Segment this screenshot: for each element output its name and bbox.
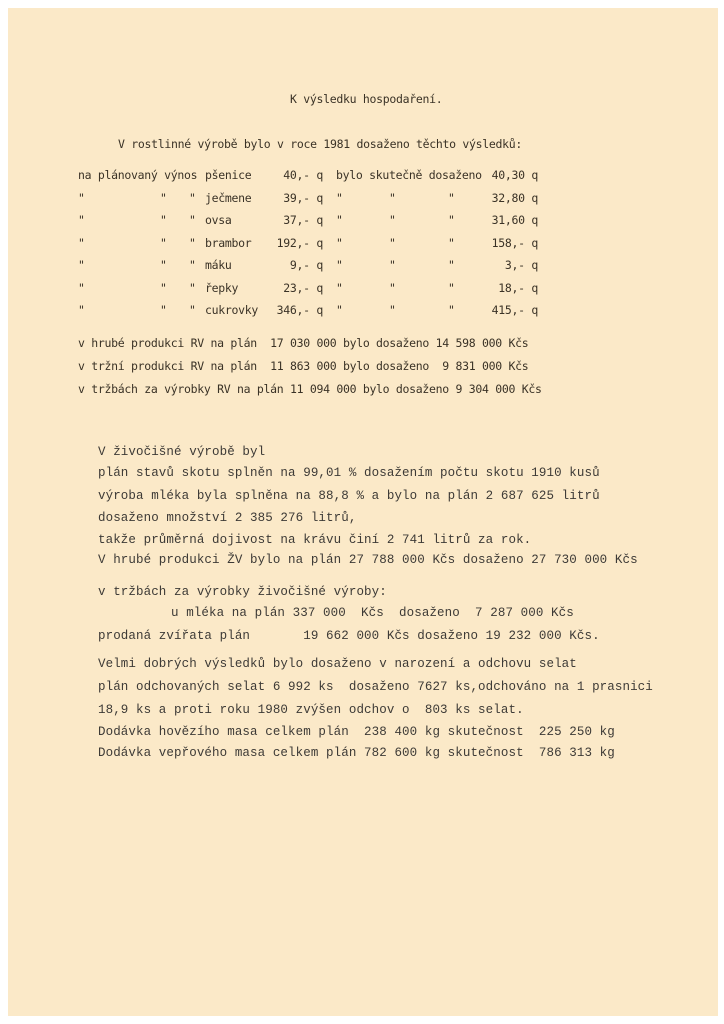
planned-yield: 9,- q [289, 258, 323, 272]
ditto-mark: " [336, 280, 343, 295]
ditto-mark: " [189, 258, 196, 272]
ditto-mark: " [448, 235, 455, 250]
ditto-mark: " [389, 280, 396, 295]
actual-yield: 31,60 q [491, 213, 538, 227]
crop-name: cukrovky [205, 303, 258, 317]
ditto-mark: " [336, 213, 343, 227]
animal-line: 18,9 ks a proti roku 1980 zvýšen odchov o 803 ks selat. [98, 703, 524, 717]
crop-name: máku [205, 258, 232, 272]
ditto-mark: " [189, 235, 196, 250]
animal-line: výroba mléka byla splněna na 88,8 % a bylo na plán 2 687 625 litrů [98, 489, 600, 503]
actual-yield: 415,- q [491, 303, 538, 317]
animal-line: V živočišné výrobě byl [98, 445, 266, 459]
actual-yield: 3,- q [504, 258, 538, 272]
planned-yield: 346,- q [276, 303, 323, 317]
animal-line: V hrubé produkci ŽV bylo na plán 27 788 000 Kčs dosaženo 27 730 000 Kčs [98, 553, 638, 567]
ditto-mark: " [160, 258, 167, 272]
planned-yield: 192,- q [276, 235, 323, 250]
animal-line: plán stavů skotu splněn na 99,01 % dosažením počtu skotu 1910 kusů [98, 466, 600, 480]
planned-yield: 40,- q [283, 168, 323, 182]
ditto-mark: " [160, 213, 167, 227]
crop-row [78, 236, 558, 256]
actual-yield: 158,- q [491, 235, 538, 250]
animal-line: Velmi dobrých výsledků bylo dosaženo v narození a odchovu selat [98, 657, 577, 671]
ditto-mark: " [336, 190, 343, 205]
animal-line: Dodávka vepřového masa celkem plán 782 600 kg skutečnost 786 313 kg [98, 746, 615, 760]
ditto-mark: " [448, 190, 455, 205]
ditto-mark: " [448, 213, 455, 227]
animal-line: v tržbách za výrobky živočišné výroby: [98, 585, 387, 599]
ditto-mark: " [189, 303, 196, 317]
ditto-mark: " [389, 258, 396, 272]
ditto-mark: " [78, 258, 85, 272]
ditto-mark: " [448, 303, 455, 317]
row-prefix: na plánovaný výnos [78, 168, 198, 182]
ditto-mark: " [78, 280, 85, 295]
ditto-mark: " [160, 303, 167, 317]
crop-row [78, 303, 558, 323]
crop-name: řepky [205, 280, 239, 295]
planned-yield: 39,- q [283, 190, 323, 205]
ditto-mark: " [160, 190, 167, 205]
ditto-mark: " [78, 213, 85, 227]
crop-row [78, 168, 558, 188]
ditto-mark: " [189, 280, 196, 295]
ditto-mark: " [389, 235, 396, 250]
ditto-mark: " [78, 303, 85, 317]
ditto-mark: " [336, 303, 343, 317]
actual-yield: 32,80 q [491, 190, 538, 205]
ditto-mark: " [336, 258, 343, 272]
animal-line: plán odchovaných selat 6 992 ks dosaženo 7627 ks,odchováno na 1 prasnici [98, 680, 653, 694]
financial-line: v tržbách za výrobky RV na plán 11 094 000 bylo dosaženo 9 304 000 Kčs [78, 382, 542, 396]
ditto-mark: " [160, 280, 167, 295]
animal-line: takže průměrná dojivost na krávu činí 2 741 litrů za rok. [98, 533, 532, 547]
animal-line: dosaženo množství 2 385 276 litrů, [98, 511, 357, 525]
crop-row [78, 258, 558, 278]
ditto-mark: " [189, 190, 196, 205]
ditto-mark: " [78, 235, 85, 250]
ditto-mark: " [448, 280, 455, 295]
crop-name: ovsa [205, 213, 232, 227]
planned-yield: 37,- q [283, 213, 323, 227]
crop-name: ječmene [205, 190, 252, 205]
animal-line: u mléka na plán 337 000 Kčs dosaženo 7 287 000 Kčs [171, 606, 574, 620]
animal-line: Dodávka hovězího masa celkem plán 238 400 kg skutečnost 225 250 kg [98, 725, 615, 739]
actual-yield: 40,30 q [491, 168, 538, 182]
ditto-mark: " [189, 213, 196, 227]
actual-yield: 18,- q [498, 280, 538, 295]
crop-row [78, 191, 558, 211]
crop-name: brambor [205, 235, 252, 250]
financial-line: v hrubé produkci RV na plán 17 030 000 bylo dosaženo 14 598 000 Kčs [78, 336, 529, 350]
ditto-mark: " [448, 258, 455, 272]
crop-name: pšenice [205, 168, 252, 182]
planned-yield: 23,- q [283, 280, 323, 295]
ditto-mark: " [389, 303, 396, 317]
crop-row [78, 281, 558, 301]
crop-row [78, 213, 558, 233]
ditto-mark: " [389, 190, 396, 205]
financial-line: v tržní produkci RV na plán 11 863 000 bylo dosaženo 9 831 000 Kčs [78, 359, 529, 373]
ditto-mark: " [160, 235, 167, 250]
ditto-mark: " [336, 235, 343, 250]
crop-section-intro: V rostlinné výrobě bylo v roce 1981 dosaženo těchto výsledků: [118, 137, 523, 151]
animal-line: prodaná zvířata plán 19 662 000 Kčs dosaženo 19 232 000 Kčs. [98, 629, 600, 643]
document-title: K výsledku hospodaření. [290, 92, 443, 106]
ditto-mark: " [78, 190, 85, 205]
ditto-mark: " [389, 213, 396, 227]
row-middle: bylo skutečně dosaženo [336, 168, 482, 182]
